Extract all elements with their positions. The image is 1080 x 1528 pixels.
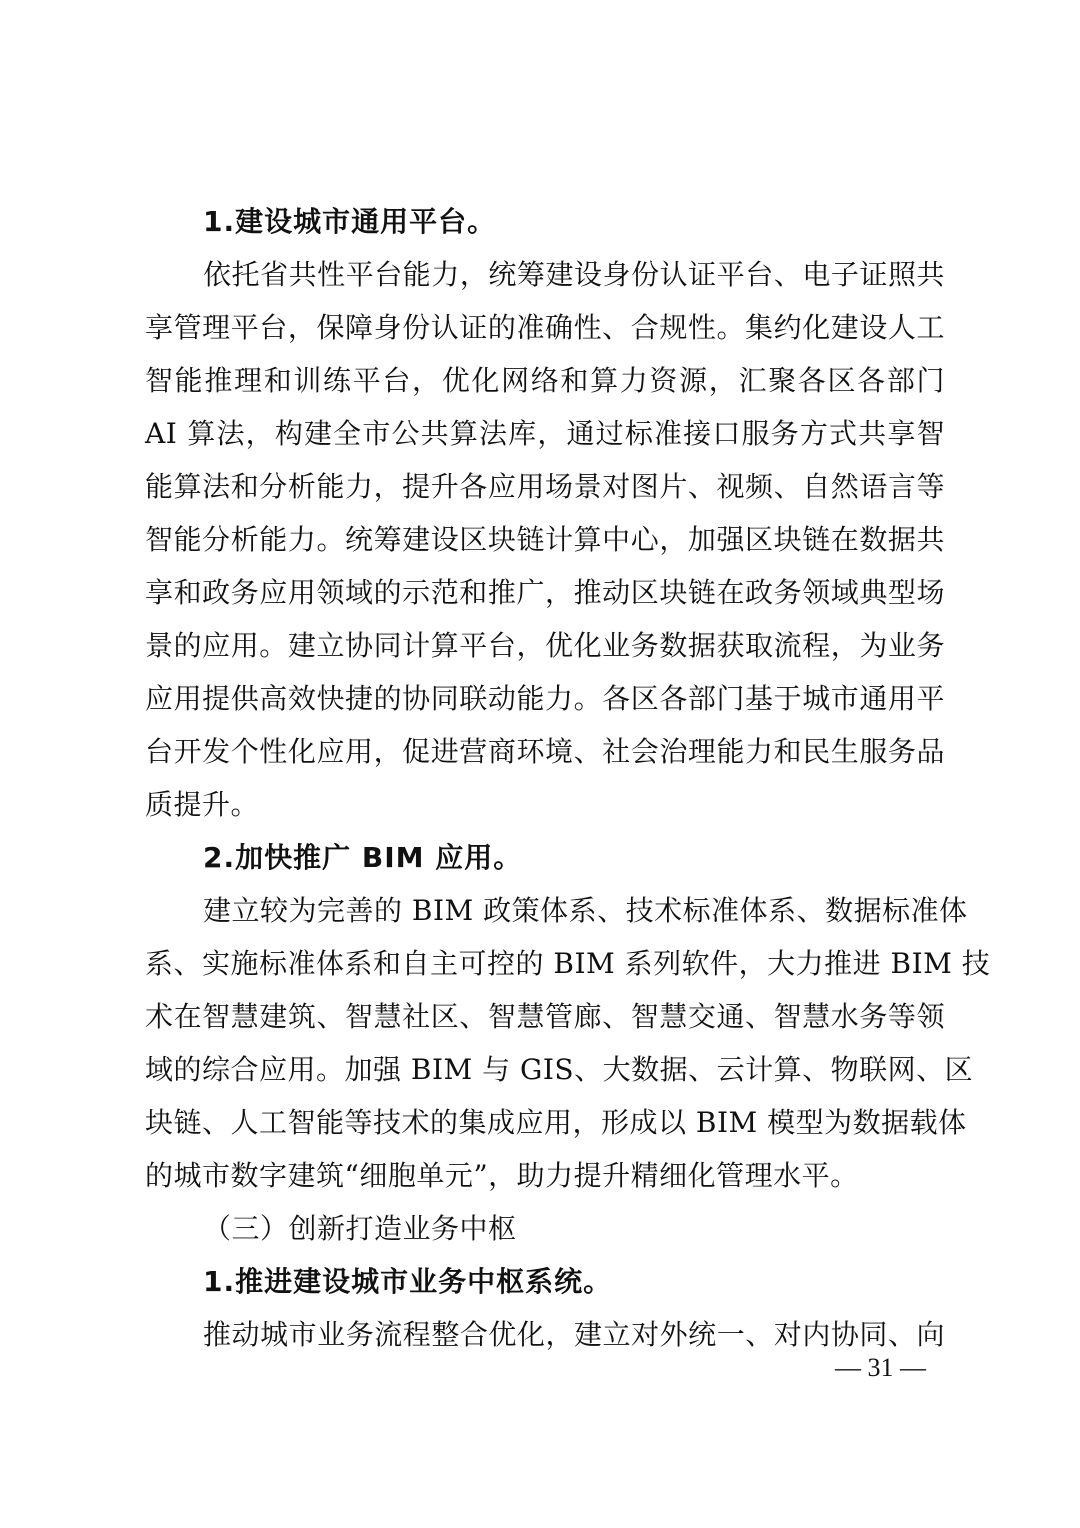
heading-promote-bim: 2.加快推广 BIM 应用。 xyxy=(203,841,523,874)
paragraph-line: 依托省共性平台能力，统筹建设身份认证平台、电子证照共 xyxy=(203,258,945,291)
paragraph-line: 块链、人工智能等技术的集成应用，形成以 BIM 模型为数据载体 xyxy=(145,1106,967,1139)
heading-business-hub-system: 1.推进建设城市业务中枢系统。 xyxy=(203,1265,613,1298)
paragraph-line: 术在智慧建筑、智慧社区、智慧管廊、智慧交通、智慧水务等领 xyxy=(145,1000,945,1033)
section-title-business-hub: （三）创新打造业务中枢 xyxy=(203,1212,517,1245)
paragraph-line: AI 算法，构建全市公共算法库，通过标准接口服务方式共享智 xyxy=(145,417,945,450)
paragraph-line: 能算法和分析能力，提升各应用场景对图片、视频、自然语言等 xyxy=(145,470,945,503)
paragraph-line: 推动城市业务流程整合优化，建立对外统一、对内协同、向 xyxy=(203,1318,945,1351)
paragraph-line: 的城市数字建筑“细胞单元”，助力提升精细化管理水平。 xyxy=(145,1159,859,1192)
paragraph-line: 域的综合应用。加强 BIM 与 GIS、大数据、云计算、物联网、区 xyxy=(145,1053,974,1086)
paragraph-line: 景的应用。建立协同计算平台，优化业务数据获取流程，为业务 xyxy=(145,629,945,662)
paragraph-line: 台开发个性化应用，促进营商环境、社会治理能力和民生服务品 xyxy=(145,735,945,768)
page-number: — 31 — xyxy=(835,1353,926,1382)
paragraph-line: 智能分析能力。统筹建设区块链计算中心，加强区块链在数据共 xyxy=(145,523,945,556)
paragraph-line: 质提升。 xyxy=(145,788,260,821)
heading-build-city-platform: 1.建设城市通用平台。 xyxy=(203,205,497,238)
paragraph-line: 建立较为完善的 BIM 政策体系、技术标准体系、数据标准体 xyxy=(203,894,968,927)
paragraph-line: 享管理平台，保障身份认证的准确性、合规性。集约化建设人工 xyxy=(145,311,945,344)
paragraph-line: 系、实施标准体系和自主可控的 BIM 系列软件，大力推进 BIM 技 xyxy=(145,947,991,980)
paragraph-line: 享和政务应用领域的示范和推广，推动区块链在政务领域典型场 xyxy=(145,576,945,609)
paragraph-line: 智能推理和训练平台，优化网络和算力资源，汇聚各区各部门 xyxy=(145,364,945,397)
paragraph-line: 应用提供高效快捷的协同联动能力。各区各部门基于城市通用平 xyxy=(145,682,945,715)
